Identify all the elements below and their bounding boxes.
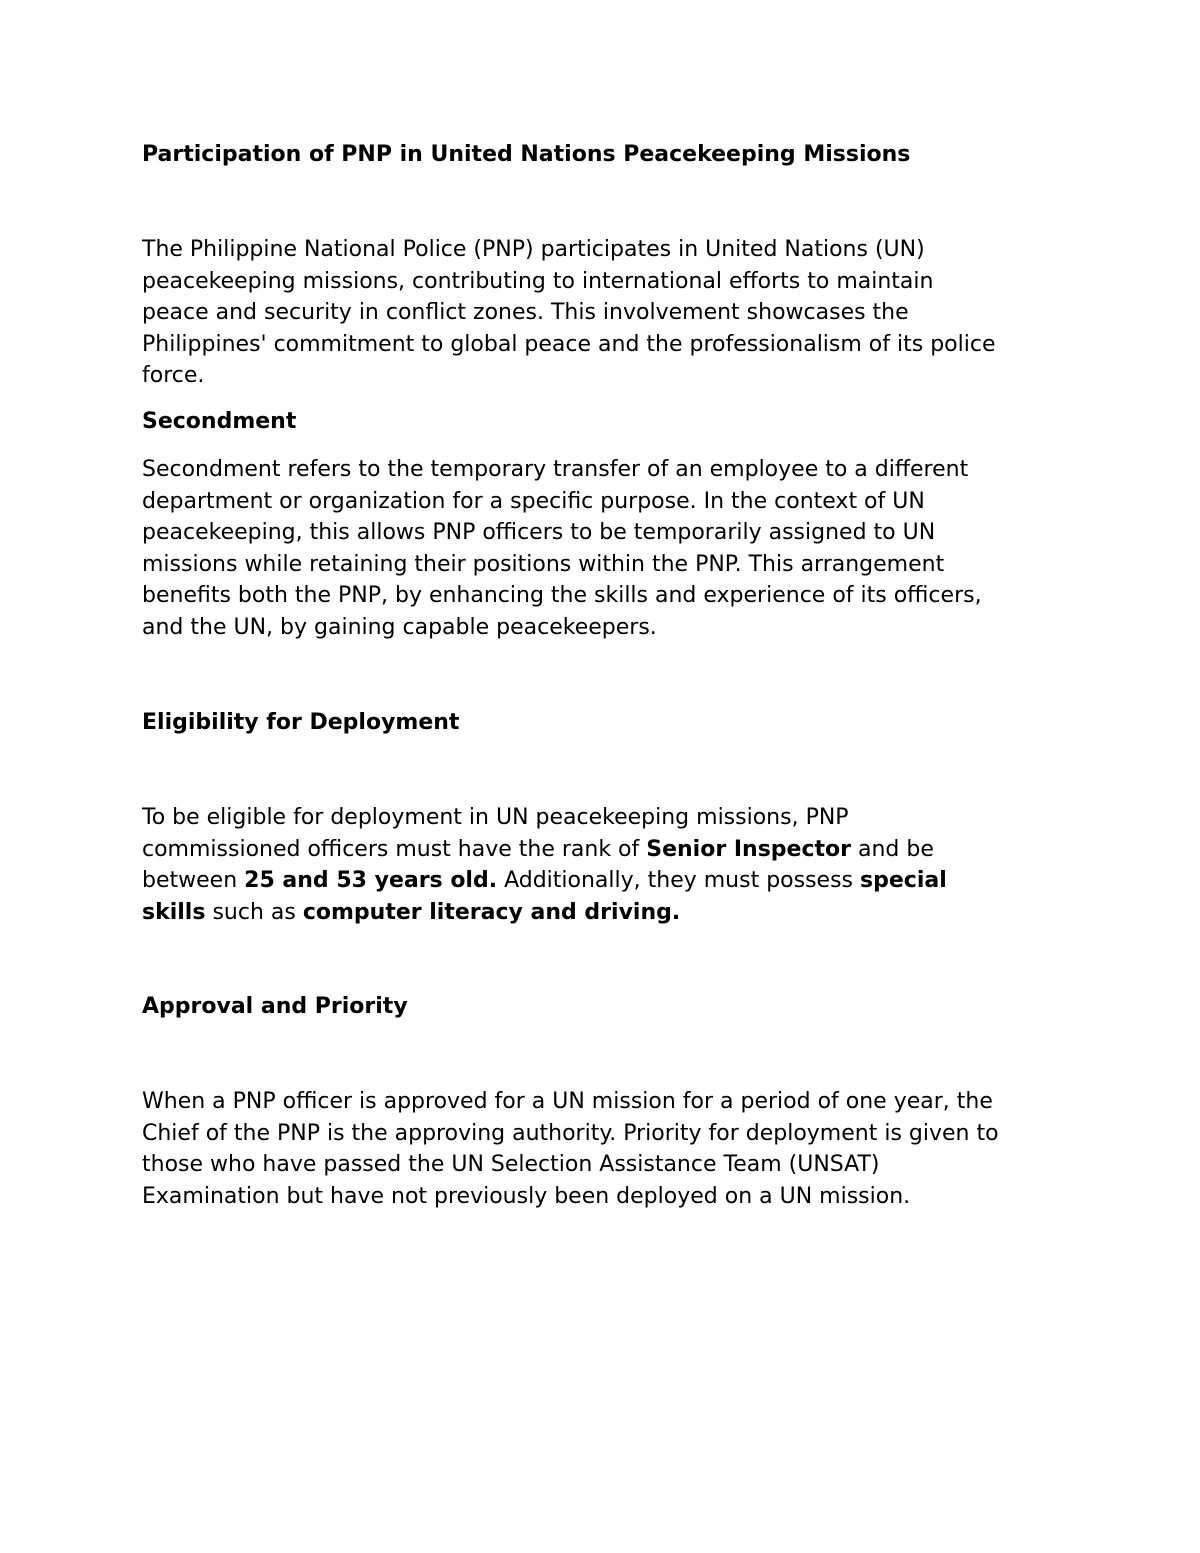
eligibility-text: commissioned officers must have the rank of — [142, 836, 647, 862]
secondment-heading: Secondment — [142, 409, 297, 434]
special-emphasis: special — [860, 868, 947, 894]
secondment-line: Secondment refers to the temporary transfer of an employee to a different — [142, 457, 969, 482]
eligibility-line — [142, 802, 947, 834]
secondment-line: missions while retaining their positions within the PNP. This arrangement — [142, 551, 945, 577]
eligibility-text: Additionally, they must possess — [497, 868, 861, 894]
rank-emphasis: Senior Inspector — [646, 836, 851, 862]
secondment-line: benefits both the PNP, by enhancing the skills and experience of its officers, — [142, 583, 982, 609]
secondment-paragraph — [142, 454, 982, 644]
eligibility-paragraph — [142, 802, 947, 928]
secondment-line: peacekeeping, this allows PNP officers to be temporarily assigned to UN — [142, 520, 936, 546]
eligibility-text: between — [142, 868, 245, 894]
eligibility-line — [142, 865, 947, 897]
eligibility-text: To be eligible for deployment in UN peacekeeping missions, PNP — [142, 805, 849, 830]
eligibility-line — [142, 897, 947, 929]
approval-line: When a PNP officer is approved for a UN mission for a period of one year, the — [142, 1089, 993, 1114]
skills-emphasis: skills — [142, 899, 206, 925]
eligibility-text: such as — [205, 899, 303, 925]
intro-line: peacekeeping missions, contributing to international efforts to maintain — [142, 268, 934, 294]
intro-line: force. — [142, 363, 205, 389]
intro-line: Philippines' commitment to global peace and the professionalism of its police — [142, 331, 996, 357]
approval-heading: Approval and Priority — [142, 994, 408, 1019]
eligibility-heading: Eligibility for Deployment — [142, 710, 460, 735]
document-title: Participation of PNP in United Nations Peacekeeping Missions — [142, 142, 911, 167]
approval-line: those who have passed the UN Selection Assistance Team (UNSAT) — [142, 1152, 880, 1178]
approval-paragraph — [142, 1086, 999, 1212]
intro-line: The Philippine National Police (PNP) participates in United Nations (UN) — [142, 237, 925, 262]
age-emphasis: 25 and 53 years old. — [244, 868, 498, 894]
secondment-line: department or organization for a specific purpose. In the context of UN — [142, 488, 925, 514]
eligibility-line — [142, 834, 947, 866]
secondment-line: and the UN, by gaining capable peacekeepers. — [142, 614, 657, 640]
intro-line: peace and security in conflict zones. This involvement showcases the — [142, 300, 909, 326]
skills-list-emphasis: computer literacy and driving. — [302, 899, 681, 925]
eligibility-text: and be — [850, 836, 934, 862]
intro-paragraph — [142, 234, 995, 392]
approval-line: Chief of the PNP is the approving authority. Priority for deployment is given to — [142, 1120, 999, 1146]
approval-line: Examination but have not previously been deployed on a UN mission. — [142, 1183, 911, 1209]
